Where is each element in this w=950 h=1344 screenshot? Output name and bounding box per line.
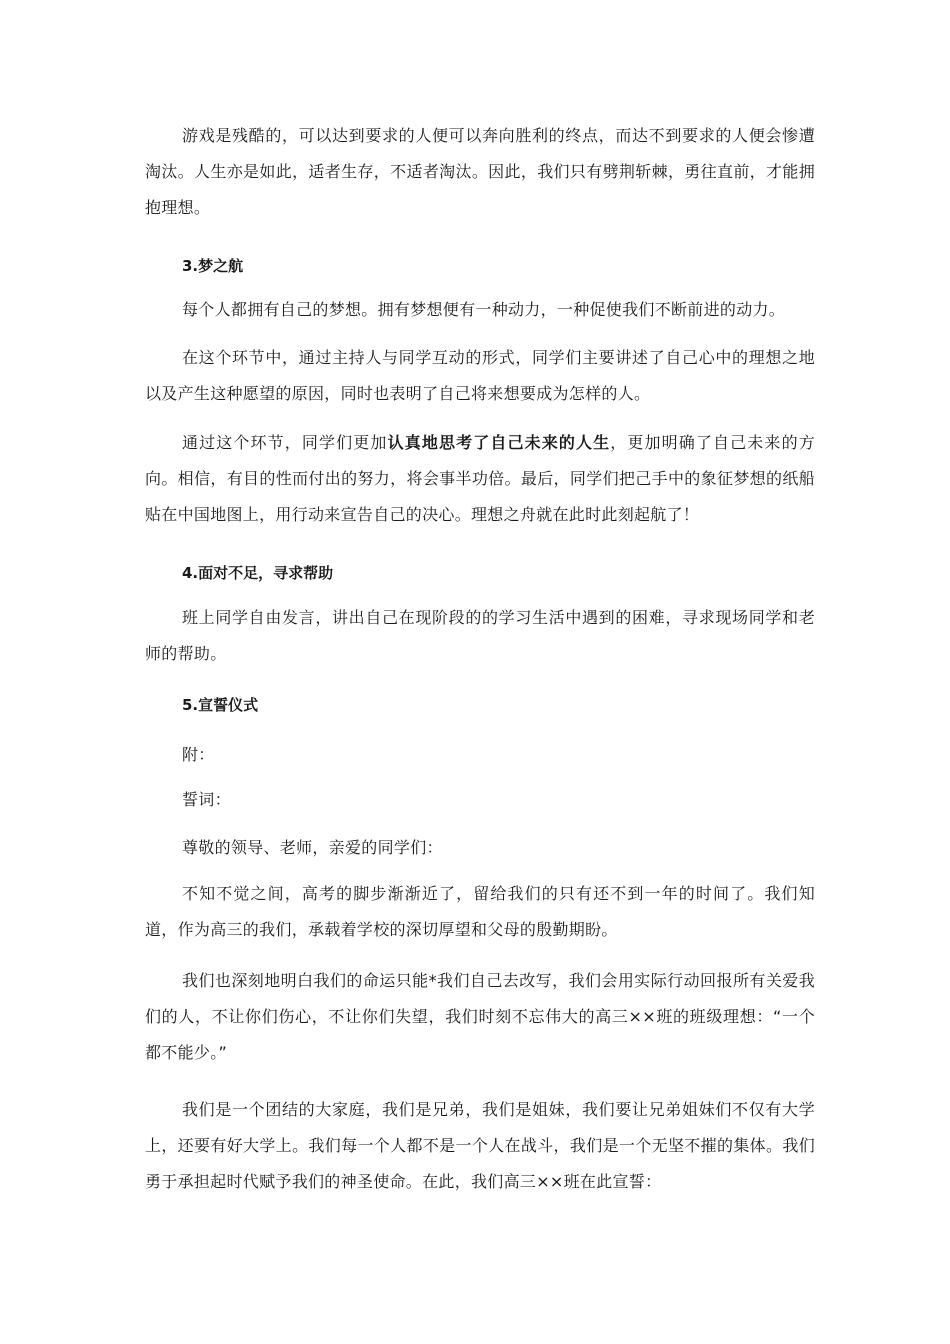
paragraph-appendix: 附： (182, 745, 215, 764)
paragraph-game-is-cruel: 游戏是残酷的，可以达到要求的人便可以奔向胜利的终点，而达不到要求的人便会惨遭淘汰。人生亦是如此，适者生存，不适者淘汰。因此，我们只有劈荆斩棘，勇往直前，才能拥抱理想。 (145, 126, 815, 217)
paragraph-students-speak: 班上同学自由发言，讲出自己在现阶段的的学习生活中遇到的困难，寻求现场同学和老师的帮助。 (145, 608, 815, 663)
paragraph-our-destiny: 我们也深刻地明白我们的命运只能*我们自己去改写，我们会用实际行动回报所有关爱我们的人，不让你们伤心，不让你们失望，我们时刻不忘伟大的高三××班的班级理想：“一个都不能少。” (145, 971, 815, 1062)
section-heading-oath-ceremony: 5.宣誓仪式 (182, 696, 259, 714)
paragraph-host-interaction: 在这个环节中，通过主持人与同学互动的形式，同学们主要讲述了自己心中的理想之地以及产生这种愿望的原因，同时也表明了自己将来想要成为怎样的人。 (145, 348, 815, 403)
paragraph-united-family: 我们是一个团结的大家庭，我们是兄弟，我们是姐妹，我们要让兄弟姐妹们不仅有大学上，还要有好大学上。我们每一个人都不是一个人在战斗，我们是一个无坚不摧的集体。我们勇于承担起时代赋予我们的神圣使命。在此，我们高三××班在此宣誓： (145, 1100, 815, 1191)
paragraph-everyone-has-dreams: 每个人都拥有自己的梦想。拥有梦想便有一种动力，一种促使我们不断前进的动力。 (182, 300, 786, 319)
paragraph-oath-label: 誓词： (182, 790, 231, 809)
paragraph-text-before-bold: 通过这个环节，同学们更加 (182, 433, 388, 452)
paragraph-text-after-bold: ，更加明确了自己未来的方向。相信，有目的性而付出的努力，将会事半功倍。最后，同学们把己手中的象征梦想的纸船贴在中国地图上，用行动来宣告自己的决心。理想之舟就在此时此刻起航了！ (145, 433, 815, 524)
paragraph-bold-emphasis: 认真地思考了自己未来的人生 (387, 433, 611, 452)
section-heading-dream-voyage: 3.梦之航 (182, 257, 244, 275)
section-heading-face-shortcomings: 4.面对不足，寻求帮助 (182, 564, 334, 582)
paragraph-exam-approaching: 不知不觉之间，高考的脚步渐渐近了，留给我们的只有还不到一年的时间了。我们知道，作为高三的我们，承载着学校的深切厚望和父母的殷勤期盼。 (145, 884, 815, 939)
paragraph-through-this-session (145, 425, 815, 533)
paragraph-salutation: 尊敬的领导、老师，亲爱的同学们： (182, 838, 443, 857)
